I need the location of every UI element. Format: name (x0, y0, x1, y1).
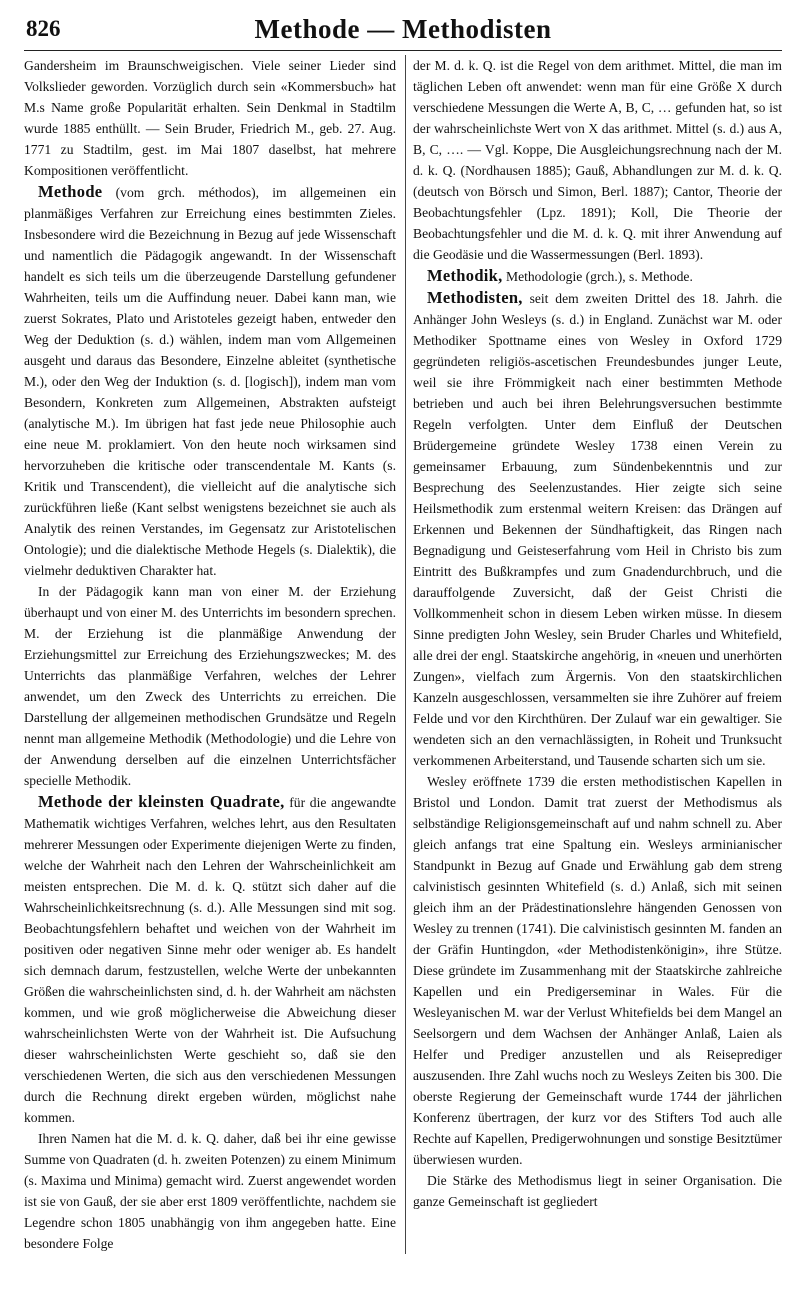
entry-headword: Methode der kleinsten Quadrate, (38, 792, 285, 811)
dictionary-entry (413, 265, 782, 287)
continued-paragraph (24, 55, 396, 181)
entry-text: Ihren Namen hat die M. d. k. Q. daher, daß bei ihr eine gewisse Summe von Quadraten (d. h. zweiten Potenzen) zu einem Minimum (s. Maxima und Minima) gemacht wird. Zuerst angewendet worden ist sie von Gauß, der sie aber erst 1809 veröffentlichte, nachdem sie Legendre schon 1805 unabhängig von ihm angegeben hatte. Eine besondere Folge (24, 1131, 396, 1251)
entry-headword: Methode (38, 182, 103, 201)
entry-text: Die Stärke des Methodismus liegt in seiner Organisation. Die ganze Gemeinschaft ist gegliedert (413, 1173, 782, 1209)
dictionary-entry (413, 287, 782, 771)
paragraph (413, 1170, 782, 1212)
paragraph (24, 1128, 396, 1254)
entry-headword: Methodik, (427, 266, 503, 285)
text-columns (24, 55, 782, 1254)
entry-text: (vom grch. méthodos), im allgemeinen ein planmäßiges Verfahren zur Erreichung eines bestimmten Zieles. Insbesondere wird die Bezeichnung in Bezug auf jede Wissenschaft und namentlich die Pädagogik angewandt. In der Wissenschaft handelt es sich teils um die überzeugende Darstellung gefundener Wahrheiten, teils um die Auffindung neuer. Dabei kann man, wie zuerst Sokrates, Plato und Aristoteles gezeigt haben, entweder den Weg der Deduktion (s. d.) wählen, indem man vom Allgemeinen ausgeht und daraus das Besondere, Einzelne ableitet (synthetische M.), oder den Weg der Induktion (s. d. [logisch]), indem man vom Besondern, Konkreten zum Allgemeinen, Abstrakten aufsteigt (analytische M.). Im übrigen hat fast jede neue Philosophie auch eine neue M. proklamiert. Von den heute noch wirksamen sind hervorzuheben die kritische oder transcendentale M. Kants (s. Kritik und Transcendent), die vielleicht auf die analytische sich zurückführen ließe (Kant selbst wenigstens bezeichnet sie auch als Analytik des reinen Verstandes, im Gegensatz zur Aristotelischen Ontologie); und die dialektische Methode Hegels (s. Dialektik), die vielmehr deduktiven Charakter hat. (24, 185, 396, 578)
page-header (24, 8, 782, 51)
entry-text: In der Pädagogik kann man von einer M. der Erziehung überhaupt und von einer M. des Unterrichts im besondern sprechen. M. der Erziehung ist die planmäßige Anwendung der Erziehungsmittel zur Erreichung des Erziehungszweckes; M. des Unterrichts das planmäßige Verfahren, welches der Lehrer anwendet, um den Zweck des Unterrichts zu erreichen. Die Darstellung der allgemeinen methodischen Grundsätze und Regeln nennt man allgemeine Methodik (Methodologie) und die Lehre von der Anwendung derselben auf die einzelnen Unterrichtsfächer specielle Methodik. (24, 584, 396, 788)
entry-text: seit dem zweiten Drittel des 18. Jahrh. die Anhänger John Wesleys (s. d.) in England. Zunächst war M. oder Methodiker Spottname eines von Wesley in Oxford 1729 gegründeten religiös-ascetischen Freundesbundes junger Leute, weil sie ihre Frömmigkeit nach einer bestimmten Methode betrieben und auch bei ihren Belehrungsversuchen bestimmte Regeln verfolgten. Unter dem Einfluß der Deutschen Brüdergemeine gründete Wesley 1738 einen Verein zu gemeinsamer Erbauung, zum Sündenbekenntnis und zur Besprechung des Seelenzustandes. Hier zeigte sich seine Heilsmethodik zum erstenmal weitern Kreisen: das Drängen auf Erkennen und Bekennen der Sündhaftigkeit, das Ringen nach Begnadigung und Geisteserfahrung vom Heil in Christo bis zum Eintritt des Bußkrampfes und zum Gnadendurchbruch, und die darauffolgende Zuversicht, daß der Geist Christi die Vollkommenheit schon in diesem Leben wirken müsse. In diesem Sinne predigten John Wesley, sein Bruder Charles und Whitefield, alle drei der engl. Staatskirche angehörig, in «neuen und unerhörten Zungen», vielfach zum Ärgernis. Von den staatskirchlichen Kanzeln ausgeschlossen, versammelten sie ihre Zuhörer auf freiem Felde und vor den Kirchthüren. Der Zulauf war ein gewaltiger. Sie wendeten sich an den vernachlässigten, in Roheit und Trunksucht verkommenen Arbeiterstand, und Tausende scharten sich um sie. (413, 291, 782, 768)
dictionary-entry (24, 791, 396, 1128)
entry-text: Methodologie (grch.), s. Methode. (502, 269, 693, 284)
left-column (24, 55, 402, 1254)
entry-text: Wesley eröffnete 1739 die ersten methodistischen Kapellen in Bristol und London. Damit trat zuerst der Methodismus als selbständige Religionsgemeinschaft auf und nahm schnell zu. Aber gleich anfangs trat eine Spaltung ein. Wesleys arminianischer Standpunkt in Bezug auf Gnade und Erwählung gab dem streng calvinistisch gesinnten Whitefield (s. d.) Anlaß, sich mit seinen gleich ihm an der Prädestinationslehre hängenden Genossen von Wesley zu trennen (1741). Die calvinistisch gesinnten M. fanden an der Gräfin Huntingdon, «der Methodistenkönigin», ihre Stütze. Diese gründete im Zusammenhang mit der Staatskirche zahlreiche Kapellen und ein Predigerseminar in Wales. Für die Wesleyanischen M. war der Verlust Whitefields bei dem Mangel an Seelsorgern und dem Wachsen der Anhänger Anlaß, Laien als Helfer und Prediger anzustellen und als Reiseprediger auszusenden. Ihre Zahl wuchs noch zu Wesleys Zeiten bis 300. Die oberste Regierung der Gemeinschaft wurde 1744 der jährlichen Konferenz übertragen, der kurz vor des Stifters Tod auch alle Rechte auf Kapellen, Predigerwohnungen und sonstige Besitztümer überwiesen wurden. (413, 774, 782, 1167)
entry-headword: Methodisten, (427, 288, 523, 307)
paragraph (24, 581, 396, 791)
right-column (405, 55, 782, 1254)
entry-text: der M. d. k. Q. ist die Regel von dem arithmet. Mittel, die man im täglichen Leben oft anwendet: wenn man für eine Größe X durch verschiedene Messungen die Werte A, B, C, … gefunden hat, so ist der wahrscheinlichste Wert von X das arithmet. Mittel (s. d.) aus A, B, C, …. — Vgl. Koppe, Die Ausgleichungsrechnung nach der M. d. k. Q. (Nordhausen 1885); Gauß, Abhandlungen zur M. d. k. Q. (deutsch von Börsch und Simon, Berl. 1887); Cantor, Theorie der Beobachtungsfehler (Lpz. 1891); Koll, Die Theorie der Beobachtungsfehler und die M. d. k. Q. mit ihrer Anwendung auf die Geodäsie und die Wassermessungen (Berl. 1893). (413, 58, 782, 262)
dictionary-entry (24, 181, 396, 581)
entry-text: Gandersheim im Braunschweigischen. Viele seiner Lieder sind Volkslieder geworden. Vorzüglich durch sein «Kommersbuch» hat M.s Name große Popularität erhalten. Sein Denkmal in Stadtilm wurde 1885 enthüllt. — Sein Bruder, Friedrich M., geb. 27. Aug. 1771 zu Stadtilm, gest. im Mai 1807 daselbst, hat mehrere Kompositionen veröffentlicht. (24, 58, 396, 178)
paragraph (413, 771, 782, 1170)
page-number: 826 (26, 16, 61, 41)
entry-text: für die angewandte Mathematik wichtiges Verfahren, welches lehrt, aus den Resultaten mehrerer Messungen oder Experimente diejenigen Werte zu finden, welche der Wahrheit nach den Lehren der Wahrscheinlichkeit am meisten entsprechen. Die M. d. k. Q. stützt sich daher auf die Wahrscheinlichkeitsrechnung (s. d.). Alle Messungen sind mit sog. Beobachtungsfehlern behaftet und weichen von der Wahrheit im positiven oder negativen Sinne mehr oder weniger ab. Es handelt sich demnach darum, festzustellen, welche Werte der unbekannten Größen die wahrscheinlichsten sind, d. h. der Wahrheit am nächsten kommen, und wie groß möglicherweise die Abweichung dieser wahrscheinlichsten Werte von der Wahrheit ist. Die Aufsuchung dieser wahrscheinlichsten Werte geschieht so, daß sie den verschiedenen Werten, die sich aus den verschiedenen Messungen durch die Rechnung direkt ergeben würden, möglichst nahe kommen. (24, 795, 396, 1125)
running-head: Methode — Methodisten (254, 14, 552, 44)
continued-paragraph (413, 55, 782, 265)
